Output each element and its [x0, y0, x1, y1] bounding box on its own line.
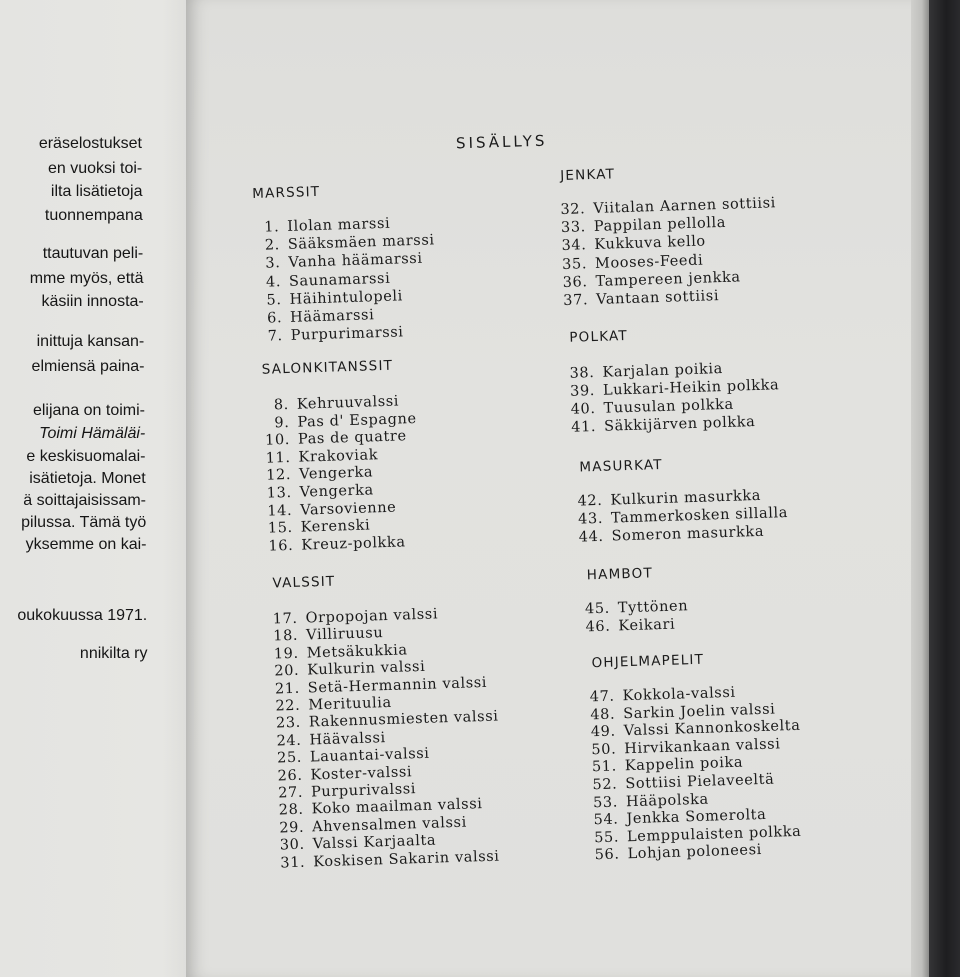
entry-title: Kukkuva kello	[594, 233, 707, 254]
toc-entry	[576, 598, 689, 618]
toc-entry	[552, 234, 706, 255]
entry-title: Valssi Kannonkoskelta	[623, 717, 801, 740]
entry-number: 20.	[274, 662, 300, 680]
entry-number: 44.	[578, 528, 604, 546]
entry-number: 12.	[265, 467, 292, 485]
toc-entry	[247, 270, 391, 290]
entry-title: Merituulia	[308, 694, 392, 714]
left-page-line: käsiin innosta-	[41, 293, 144, 310]
entry-number: 16.	[268, 537, 294, 555]
entry-title: Kokkola-valssi	[622, 684, 736, 705]
entry-title: Villiruusu	[305, 625, 384, 644]
entry-title: Keikari	[618, 616, 676, 635]
entry-number: 9.	[274, 414, 290, 432]
entry-title: Kappelin poika	[624, 754, 744, 775]
section-heading: VALSSIT	[272, 573, 336, 592]
toc-title: SISÄLLYS	[455, 131, 548, 153]
entry-title: Tuusulan polkka	[603, 396, 735, 417]
entry-title: Valssi Karjaalta	[312, 832, 437, 853]
toc-entry	[267, 730, 386, 750]
entry-number: 53.	[592, 794, 619, 811]
entry-number: 25.	[276, 749, 303, 767]
entry-title: Jenkka Somerolta	[626, 807, 767, 828]
entry-title: Lauantai-valssi	[309, 745, 430, 766]
entry-title: Lukkari-Heikin polkka	[602, 377, 780, 399]
toc-entry	[585, 842, 762, 864]
entry-number: 33.	[560, 219, 587, 237]
entry-title: Pas de quatre	[297, 428, 407, 448]
left-page-line: eräselostukset	[38, 135, 142, 152]
entry-title: Häävalssi	[309, 729, 386, 749]
toc-entry	[553, 252, 704, 273]
entry-number: 30.	[279, 836, 305, 854]
toc-entry	[562, 414, 756, 436]
entry-title: Orpopojan valssi	[305, 606, 439, 627]
section-heading: MASURKAT	[579, 456, 664, 476]
entry-number: 45.	[584, 600, 611, 618]
toc-entry	[259, 534, 406, 555]
toc-entry	[248, 307, 375, 327]
entry-number: 31.	[280, 854, 306, 872]
entry-number: 15.	[267, 520, 294, 537]
entry-title: Vanha häämarssi	[288, 251, 423, 272]
entry-title: Koko maailman valssi	[311, 796, 483, 818]
entry-number: 14.	[267, 502, 293, 520]
entry-title: Purpurimarssi	[290, 324, 404, 345]
entry-number: 27.	[277, 784, 304, 802]
entry-title: Kreuz-polkka	[301, 534, 406, 554]
entry-number: 23.	[275, 715, 302, 732]
entry-number: 52.	[592, 776, 618, 794]
entry-number: 35.	[561, 255, 588, 273]
entry-number: 17.	[272, 610, 298, 628]
left-page-line: pilussa. Tämä työ	[21, 514, 147, 531]
entry-number: 26.	[277, 767, 303, 785]
entry-number: 19.	[273, 645, 299, 663]
toc-entry	[266, 695, 392, 715]
entry-number: 6.	[266, 310, 283, 327]
entry-title: Säkkijärven polkka	[603, 413, 756, 435]
entry-title: Kerenski	[300, 517, 371, 536]
section-heading: MARSSIT	[252, 183, 321, 202]
entry-number: 4.	[265, 273, 282, 291]
entry-number: 37.	[563, 292, 589, 309]
left-page-line: en vuoksi toi-	[47, 160, 143, 177]
toc-entry	[551, 195, 776, 218]
entry-title: Ilolan marssi	[287, 215, 391, 235]
entry-title: Kehruuvalssi	[296, 393, 400, 413]
entry-title: Tyttönen	[617, 598, 689, 617]
entry-title: Viitalan Aarnen sottiisi	[593, 195, 777, 217]
entry-number: 32.	[560, 201, 586, 219]
entry-number: 29.	[279, 819, 305, 837]
entry-title: Purpurivalssi	[310, 781, 417, 801]
toc-entry	[258, 499, 397, 519]
toc-entry	[257, 465, 374, 485]
entry-number: 56.	[594, 846, 620, 864]
entry-title: Kulkurin valssi	[307, 658, 426, 679]
entry-title: Hääpolska	[625, 791, 710, 810]
left-page-line: ttautuvan peli-	[42, 245, 144, 262]
toc-entry	[576, 617, 675, 636]
entry-title: Setä-Hermannin valssi	[307, 674, 488, 697]
entry-title: Kulkurin masurkka	[610, 487, 762, 509]
entry-title: Pappilan pellolla	[593, 215, 727, 236]
entry-number: 55.	[593, 829, 620, 847]
section-heading: JENKAT	[560, 166, 616, 184]
toc-entry	[554, 288, 719, 309]
toc-entry	[264, 625, 384, 645]
toc-entry	[256, 428, 407, 449]
entry-title: Saunamarssi	[288, 270, 391, 290]
entry-number: 22.	[275, 697, 301, 715]
entry-title: Tammerkosken sillalla	[610, 505, 789, 527]
entry-number: 47.	[589, 688, 615, 706]
toc-entry	[256, 447, 378, 467]
entry-title: Lohjan poloneesi	[627, 842, 763, 863]
entry-title: Metsäkukkia	[306, 642, 408, 662]
left-page-line: mme myös, että	[29, 270, 144, 287]
entry-title: Vantaan sottiisi	[595, 288, 720, 308]
toc-entry	[257, 482, 374, 502]
entry-number: 28.	[278, 802, 304, 819]
entry-number: 5.	[266, 291, 282, 309]
left-page-line: Toimi Hämäläi-	[39, 425, 146, 442]
entry-number: 42.	[577, 492, 603, 510]
entry-number: 51.	[591, 758, 618, 776]
entry-number: 8.	[273, 396, 290, 414]
entry-number: 7.	[267, 328, 283, 345]
toc-entry	[569, 524, 764, 546]
entry-number: 54.	[593, 811, 619, 829]
entry-title: Karjalan poikia	[602, 360, 724, 381]
entry-number: 39.	[569, 383, 596, 400]
section-heading: OHJELMAPELIT	[591, 651, 705, 672]
entry-number: 18.	[273, 628, 299, 645]
entry-number: 38.	[569, 365, 595, 382]
entry-number: 40.	[570, 401, 596, 418]
entry-number: 10.	[264, 432, 291, 449]
toc-entry	[247, 288, 403, 309]
left-page-line: isätietoja. Monet	[29, 470, 146, 487]
entry-title: Sottiisi Pielaveeltä	[625, 771, 775, 793]
entry-number: 3.	[265, 255, 281, 273]
toc-entry	[263, 606, 438, 627]
entry-title: Sääksmäen marssi	[287, 232, 435, 254]
entry-number: 48.	[590, 706, 616, 723]
toc-entry	[584, 791, 709, 811]
entry-title: Lemppulaisten polkka	[626, 823, 802, 846]
entry-title: Tampereen jenkka	[595, 269, 741, 290]
left-page-line: tuonnempana	[44, 207, 143, 224]
entry-title: Sarkin Joelin valssi	[622, 701, 776, 722]
entry-number: 11.	[265, 449, 291, 467]
entry-number: 2.	[264, 237, 281, 254]
entry-number: 34.	[561, 237, 587, 255]
left-page-line: e keskisuomalai-	[26, 448, 146, 465]
entry-title: Vengerka	[299, 482, 374, 501]
entry-number: 1.	[264, 219, 280, 236]
entry-number: 49.	[590, 723, 616, 741]
entry-title: Häihintulopeli	[289, 288, 404, 308]
entry-title: Mooses-Feedi	[594, 252, 704, 272]
entry-number: 36.	[562, 273, 588, 291]
entry-title: Rakennusmiesten valssi	[308, 708, 499, 731]
left-page-line: nnikilta ry	[79, 645, 148, 662]
left-page-line: elmiensä paina-	[31, 358, 145, 375]
toc-entry	[246, 251, 423, 273]
entry-number: 46.	[585, 618, 611, 636]
left-page-line: ä soittajaisissam-	[23, 492, 146, 509]
entry-title: Vengerka	[298, 464, 374, 484]
entry-title: Pas d' Espagne	[297, 410, 417, 431]
section-heading: HAMBOT	[586, 565, 654, 584]
entry-title: Hirvikankaan valssi	[624, 736, 781, 758]
toc-entry	[259, 518, 371, 537]
entry-title: Varsovienne	[299, 499, 397, 519]
entry-number: 50.	[591, 741, 617, 759]
toc-entry	[245, 216, 390, 237]
section-heading: SALONKITANSSIT	[261, 357, 394, 378]
entry-title: Ahvensalmen valssi	[311, 814, 468, 836]
entry-number: 24.	[276, 732, 302, 750]
entry-title: Koskisen Sakarin valssi	[313, 848, 500, 870]
entry-number: 13.	[266, 484, 292, 502]
left-page-line: oukokuussa 1971.	[17, 607, 148, 624]
entry-title: Häämarssi	[289, 307, 375, 326]
left-page-line: ilta lisätietoja	[50, 183, 143, 200]
entry-number: 21.	[274, 680, 301, 698]
left-page-line: elijana on toimi-	[32, 402, 145, 419]
section-heading: POLKAT	[569, 327, 629, 346]
entry-number: 41.	[571, 418, 597, 436]
left-page-line: inittuja kansan-	[36, 333, 145, 350]
entry-title: Koster-valssi	[310, 763, 413, 784]
entry-number: 43.	[577, 510, 604, 528]
entry-title: Someron masurkka	[611, 523, 765, 545]
left-page-line: yksemme on kai-	[25, 536, 147, 553]
toc-entry	[249, 325, 404, 346]
entry-title: Krakoviak	[298, 446, 379, 466]
